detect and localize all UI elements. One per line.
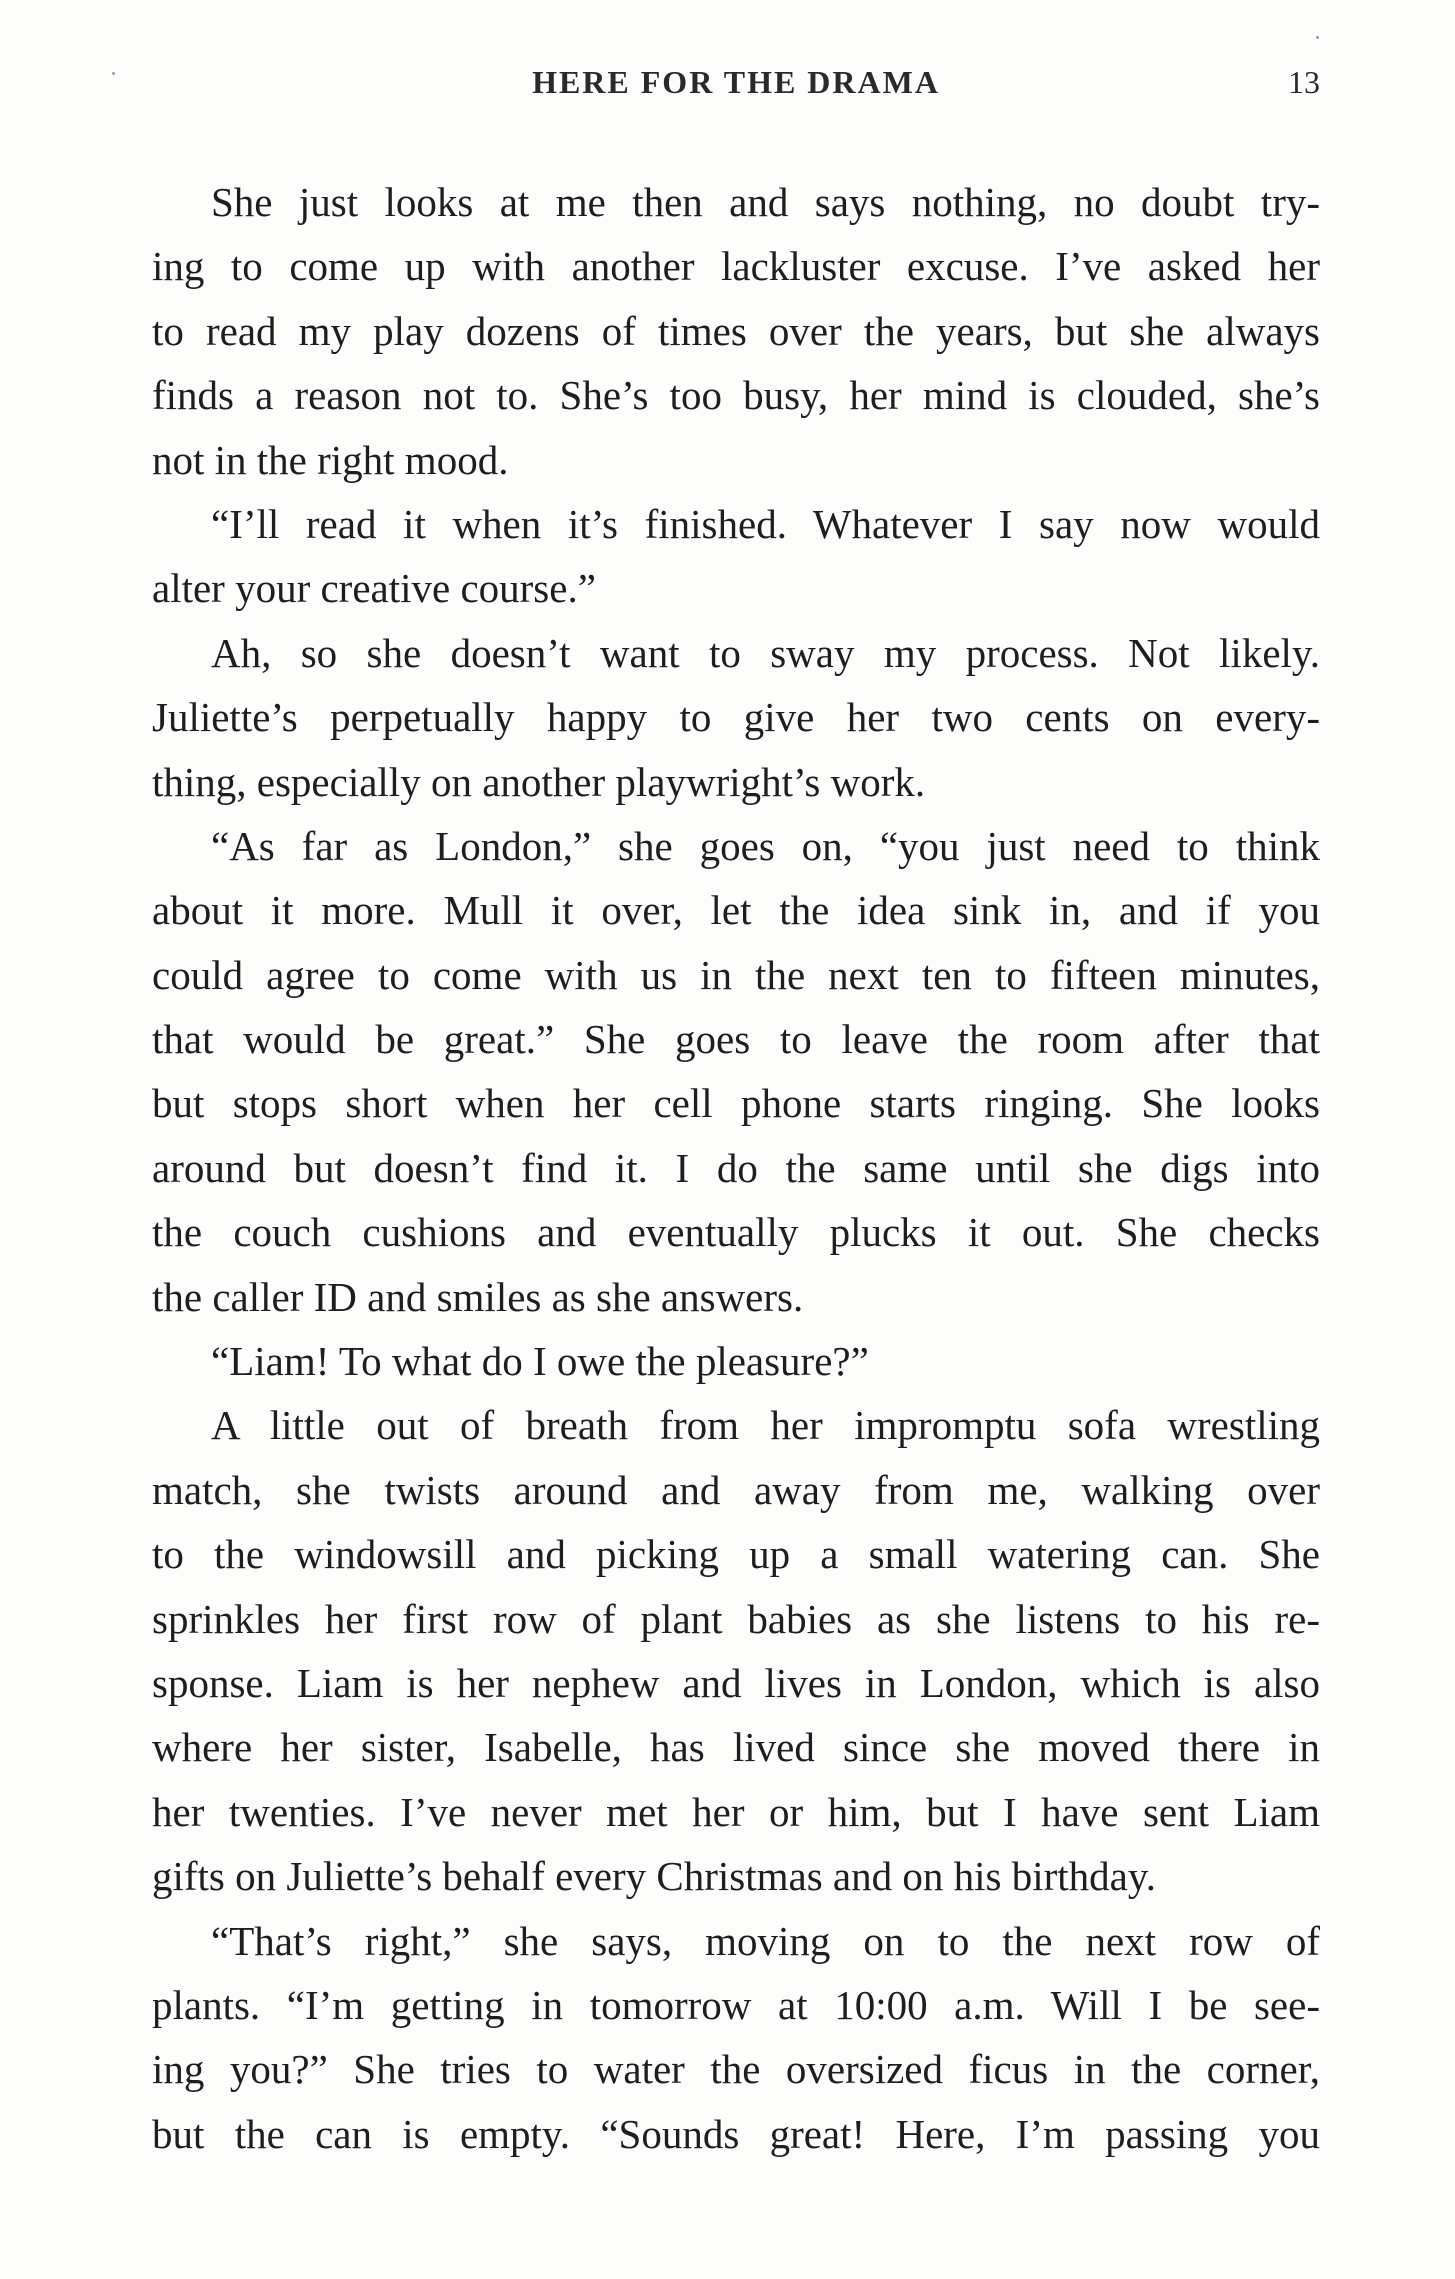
text-line: finds a reason not to. She’s too busy, her mind is clouded, she’s [152, 372, 1320, 419]
text-line: sponse. Liam is her nephew and lives in London, which is also [152, 1659, 1320, 1706]
running-head-title: HERE FOR THE DRAMA [532, 64, 940, 100]
text-line: to the windowsill and picking up a small watering can. She [152, 1531, 1320, 1578]
text-line: could agree to come with us in the next ten to fifteen minutes, [152, 951, 1320, 998]
text-line: plants. “I’m getting in tomorrow at 10:00 a.m. Will I be see- [152, 1981, 1320, 2028]
text-line: match, she twists around and away from me, walking over [152, 1466, 1320, 1513]
page-number: 13 [1288, 64, 1320, 100]
text-line: to read my play dozens of times over the years, but she always [152, 307, 1320, 354]
text-line: A little out of breath from her impromptu sofa wrestling [211, 1402, 1320, 1449]
paper-speck [112, 72, 115, 75]
paper-speck [1316, 36, 1319, 39]
text-line: ing to come up with another lackluster excuse. I’ve asked her [152, 243, 1320, 290]
text-line: about it more. Mull it over, let the idea sink in, and if you [152, 887, 1320, 934]
running-head [152, 64, 1320, 114]
text-line: not in the right mood. [152, 436, 509, 483]
text-line: Juliette’s perpetually happy to give her two cents on every- [152, 694, 1320, 741]
text-line: thing, especially on another playwright’s work. [152, 758, 926, 805]
text-line: “I’ll read it when it’s finished. Whatever I say now would [211, 500, 1320, 547]
text-line: alter your creative course.” [152, 565, 596, 612]
body-text [152, 170, 1320, 2166]
text-line: but the can is empty. “Sounds great! Here, I’m passing you [152, 2110, 1320, 2157]
text-line: her twenties. I’ve never met her or him, but I have sent Liam [152, 1788, 1320, 1835]
text-line: the couch cushions and eventually plucks it out. She checks [152, 1209, 1320, 1256]
text-line: “That’s right,” she says, moving on to the next row of [211, 1917, 1320, 1964]
text-line: around but doesn’t find it. I do the same until she digs into [152, 1144, 1320, 1191]
text-line: the caller ID and smiles as she answers. [152, 1273, 804, 1320]
text-line: “Liam! To what do I owe the pleasure?” [211, 1338, 869, 1385]
text-line: Ah, so she doesn’t want to sway my process. Not likely. [211, 629, 1320, 676]
text-line: ing you?” She tries to water the oversized ficus in the corner, [152, 2046, 1320, 2093]
text-line: gifts on Juliette’s behalf every Christmas and on his birthday. [152, 1853, 1156, 1900]
text-line: that would be great.” She goes to leave the room after that [152, 1016, 1320, 1063]
text-line: sprinkles her first row of plant babies as she listens to his re- [152, 1595, 1320, 1642]
text-line: She just looks at me then and says nothing, no doubt try- [211, 179, 1320, 225]
text-line: “As far as London,” she goes on, “you just need to think [211, 822, 1320, 869]
text-line: where her sister, Isabelle, has lived since she moved there in [152, 1724, 1320, 1771]
text-line: but stops short when her cell phone starts ringing. She looks [152, 1080, 1320, 1127]
